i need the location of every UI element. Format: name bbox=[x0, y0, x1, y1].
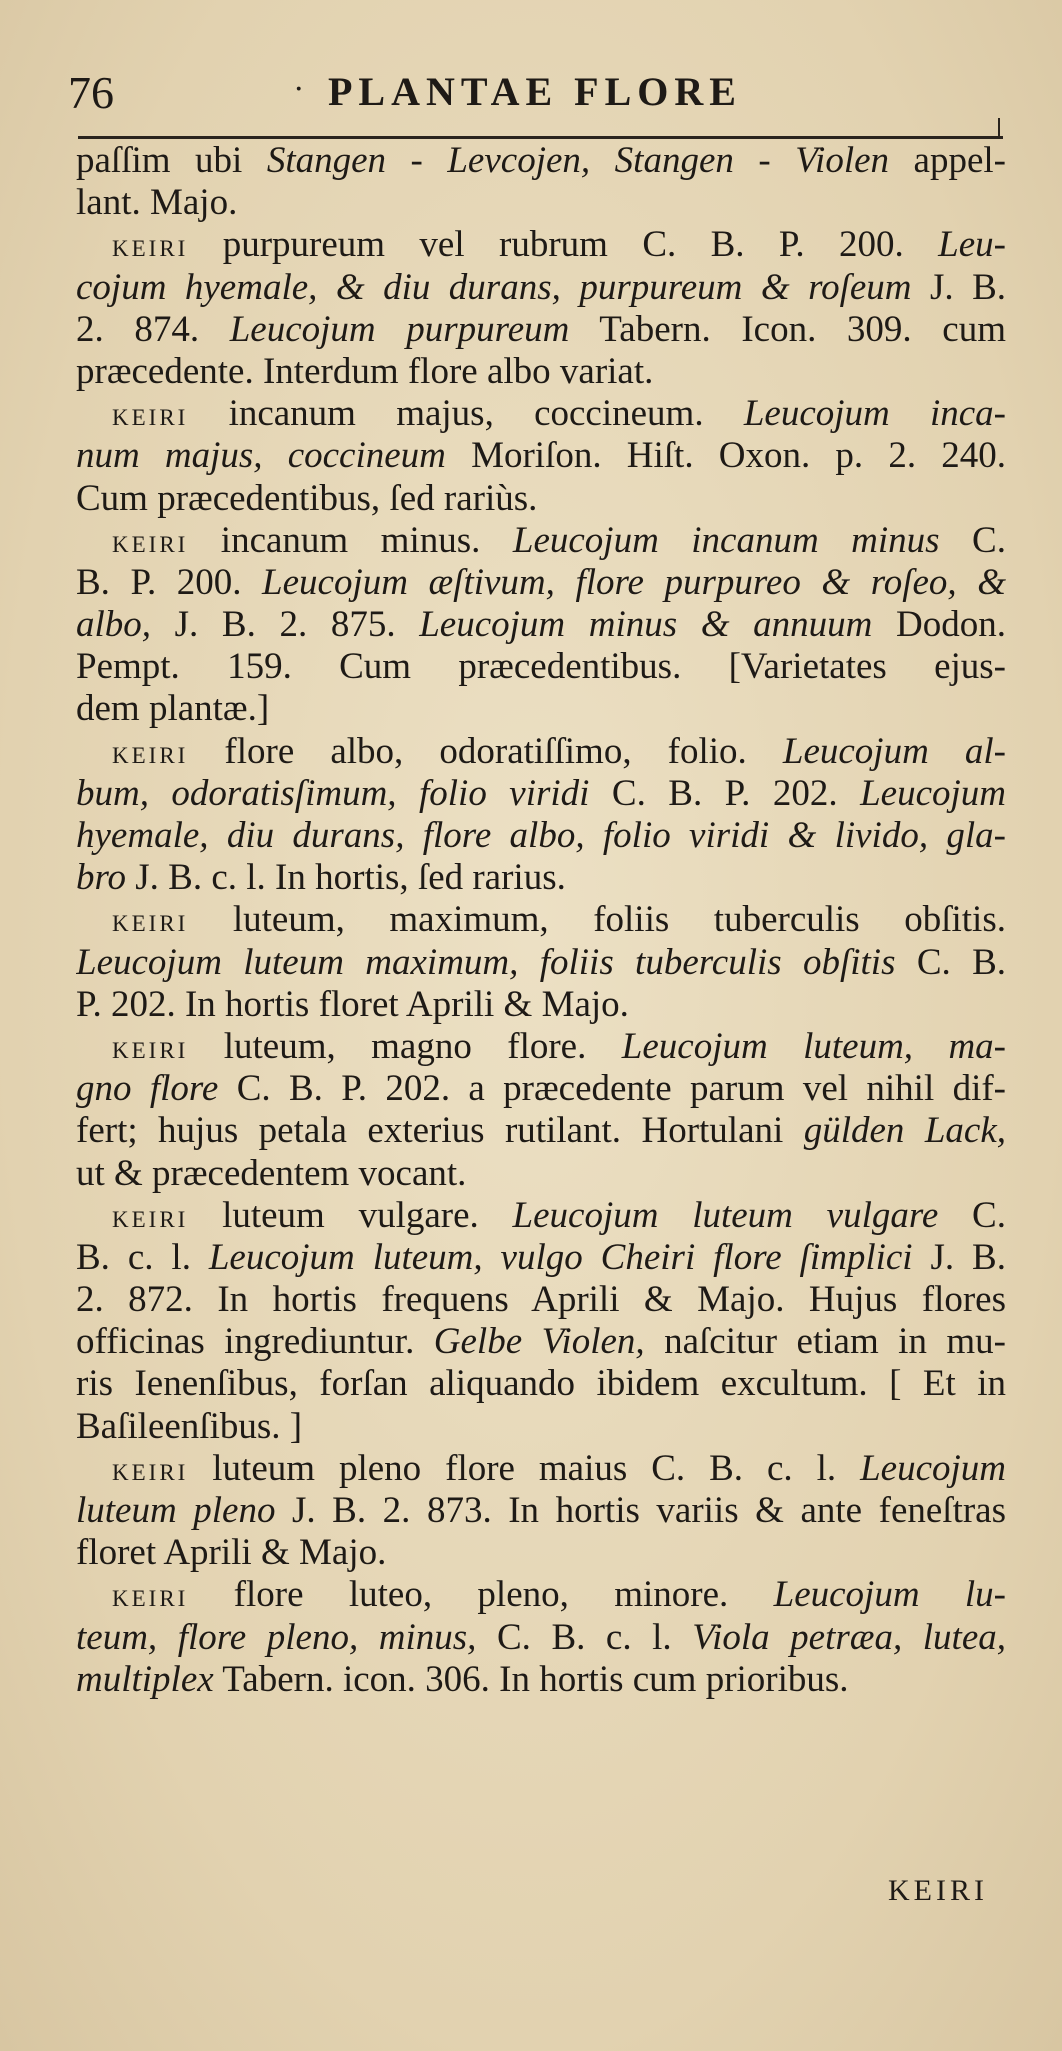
text-segment: Dodon. bbox=[872, 604, 1006, 646]
text-line bbox=[76, 393, 1006, 435]
text-line bbox=[76, 351, 1006, 393]
italic-segment: Leucojum inca- bbox=[743, 393, 1006, 435]
italic-segment: Leucojum incanum minus bbox=[512, 519, 940, 561]
header-rule-tick bbox=[998, 118, 1000, 138]
text-segment: Moriſon. Hiſt. Oxon. p. 2. 240. bbox=[445, 435, 1006, 477]
italic-segment: Stangen - Violen bbox=[614, 140, 890, 181]
text-line bbox=[76, 478, 1006, 520]
text-line bbox=[76, 1617, 1006, 1659]
text-line bbox=[76, 1574, 1006, 1616]
text-line bbox=[76, 140, 1006, 182]
text-segment: Cum præcedentibus, ſed rariùs. bbox=[76, 477, 538, 519]
text-segment: J. B. bbox=[911, 266, 1006, 308]
italic-segment: Leucojum lu- bbox=[773, 1574, 1006, 1616]
italic-segment: luteum pleno bbox=[76, 1490, 276, 1531]
text-segment: incanum majus, coccineum. bbox=[188, 393, 744, 435]
page-number: 76 bbox=[68, 67, 114, 118]
text-segment: ris Ienenſibus, forſan aliquando ibidem excultum. [ Et in bbox=[76, 1363, 1006, 1405]
italic-segment: Stangen - Levcojen, bbox=[266, 140, 591, 181]
text-line bbox=[76, 1279, 1006, 1321]
text-segment: purpureum vel rubrum C. B. P. 200. bbox=[188, 224, 939, 266]
text-line bbox=[76, 815, 1006, 857]
text-line bbox=[76, 309, 1006, 351]
text-segment: luteum pleno flore maius C. B. c. l. bbox=[188, 1447, 861, 1489]
text-segment: flore luteo, pleno, minore. bbox=[188, 1574, 774, 1616]
italic-segment: albo, bbox=[76, 604, 152, 646]
italic-segment: Leucojum bbox=[860, 772, 1006, 814]
text-segment: luteum, magno flore. bbox=[188, 1025, 622, 1067]
italic-segment: Leucojum purpureum bbox=[229, 308, 570, 350]
text-segment: J. B. c. l. In hortis, ſed rarius. bbox=[126, 857, 566, 899]
text-segment: appel- bbox=[889, 140, 1006, 181]
italic-segment: bro bbox=[76, 857, 127, 899]
text-line bbox=[76, 942, 1006, 984]
text-segment: floret Aprili & Majo. bbox=[76, 1532, 387, 1574]
entry-keyword: keiri bbox=[112, 1578, 189, 1615]
header-rule bbox=[78, 136, 1003, 139]
text-line bbox=[76, 646, 1006, 688]
text-line bbox=[76, 1321, 1006, 1363]
text-segment: C. B. bbox=[895, 941, 1006, 983]
text-segment: P. 202. In hortis floret Aprili & Majo. bbox=[76, 983, 629, 1025]
text-segment: B. c. l. bbox=[76, 1236, 209, 1278]
italic-segment: Leucojum al- bbox=[782, 730, 1006, 772]
italic-segment: Leucojum æſtivum, flore purpureo & roſeo, & bbox=[262, 561, 1006, 603]
text-line bbox=[76, 1153, 1006, 1195]
text-segment: naſcitur etiam in mu- bbox=[644, 1321, 1006, 1363]
text-line bbox=[76, 1659, 1006, 1701]
text-line bbox=[76, 1448, 1006, 1490]
entry-keyword: keiri bbox=[112, 1198, 189, 1235]
text-line bbox=[76, 1068, 1006, 1110]
text-line bbox=[76, 899, 1006, 941]
text-segment: C. B. P. 202. bbox=[589, 772, 861, 814]
text-line bbox=[76, 520, 1006, 562]
text-line bbox=[76, 1110, 1006, 1152]
text-line bbox=[76, 182, 1006, 224]
text-segment: luteum vulgare. bbox=[188, 1194, 513, 1236]
italic-segment: bum, odoratisſimum, folio viridi bbox=[76, 772, 590, 814]
text-segment: C. bbox=[939, 519, 1006, 561]
text-line bbox=[76, 1195, 1006, 1237]
text-line bbox=[76, 1532, 1006, 1574]
catchword: KEIRI bbox=[888, 1874, 988, 1907]
italic-segment: gülden Lack, bbox=[803, 1110, 1006, 1152]
italic-segment: Gelbe Violen, bbox=[433, 1321, 645, 1363]
italic-segment: Leucojum luteum, ma- bbox=[621, 1025, 1006, 1067]
entry-keyword: keiri bbox=[112, 1451, 189, 1488]
text-line bbox=[76, 267, 1006, 309]
text-line bbox=[76, 1363, 1006, 1405]
italic-segment: cojum hyemale, & diu durans, purpureum & roſeum bbox=[76, 266, 912, 308]
italic-segment: Viola petræa, lutea, bbox=[692, 1616, 1006, 1658]
header-mark: · bbox=[294, 72, 304, 107]
text-segment: 2. 874. bbox=[76, 308, 230, 350]
italic-segment: multiplex bbox=[76, 1658, 214, 1700]
text-line bbox=[76, 731, 1006, 773]
italic-segment: Leucojum bbox=[860, 1447, 1006, 1489]
text-segment: ut & præcedentem vocant. bbox=[76, 1152, 467, 1194]
text-segment: C. B. c. l. bbox=[476, 1616, 693, 1658]
entry-keyword: keiri bbox=[112, 903, 189, 940]
text-segment: luteum, maximum, foliis tuberculis obſitis. bbox=[188, 899, 1006, 941]
text-segment: J. B. 2. 875. bbox=[151, 604, 420, 646]
text-line bbox=[76, 1490, 1006, 1532]
text-segment bbox=[590, 140, 615, 181]
entry-keyword: keiri bbox=[112, 523, 189, 560]
text-segment: paſſim ubi bbox=[76, 140, 267, 181]
text-line bbox=[76, 688, 1006, 730]
text-segment: officinas ingrediuntur. bbox=[76, 1321, 434, 1363]
running-title: PLANTAE FLORE bbox=[328, 69, 742, 114]
text-segment: incanum minus. bbox=[188, 519, 513, 561]
italic-segment: gno flore bbox=[76, 1068, 219, 1110]
italic-segment: num majus, coccineum bbox=[76, 435, 446, 477]
text-line bbox=[76, 1026, 1006, 1068]
text-line bbox=[76, 1406, 1006, 1448]
entry-keyword: keiri bbox=[112, 734, 189, 771]
text-line bbox=[76, 604, 1006, 646]
body-text bbox=[76, 140, 1006, 1701]
text-segment: lant. Majo. bbox=[76, 182, 238, 224]
text-segment: J. B. 2. 873. In hortis variis & ante feneſtras bbox=[275, 1490, 1006, 1531]
text-segment: fert; hujus petala exterius rutilant. Hortulani bbox=[76, 1110, 804, 1152]
entry-keyword: keiri bbox=[112, 397, 189, 434]
italic-segment: hyemale, diu durans, flore albo, folio viridi & livido, gla- bbox=[76, 815, 1006, 856]
text-segment: C. B. P. 202. a præcedente parum vel nihil dif- bbox=[218, 1068, 1006, 1110]
italic-segment: Leucojum luteum maximum, foliis tuberculis obſitis bbox=[76, 941, 896, 983]
text-segment: B. P. 200. bbox=[76, 561, 263, 603]
text-segment: præcedente. Interdum flore albo variat. bbox=[76, 350, 654, 392]
italic-segment: teum, flore pleno, minus, bbox=[76, 1616, 477, 1658]
text-line bbox=[76, 224, 1006, 266]
entry-keyword: keiri bbox=[112, 1029, 189, 1066]
text-line bbox=[76, 773, 1006, 815]
italic-segment: Leucojum luteum vulgare bbox=[512, 1194, 939, 1236]
text-segment: J. B. bbox=[912, 1236, 1006, 1278]
italic-segment: Leu- bbox=[938, 224, 1006, 266]
text-segment: dem plantæ.] bbox=[76, 688, 270, 730]
text-segment: C. bbox=[938, 1194, 1006, 1236]
text-segment: flore albo, odoratiſſimo, folio. bbox=[188, 730, 783, 772]
italic-segment: Leucojum luteum, vulgo Cheiri flore ſimplici bbox=[208, 1236, 913, 1278]
text-line bbox=[76, 1237, 1006, 1279]
italic-segment: Leucojum minus & annuum bbox=[419, 604, 873, 646]
text-line bbox=[76, 562, 1006, 604]
text-line bbox=[76, 984, 1006, 1026]
text-segment: Baſileenſibus. ] bbox=[76, 1405, 303, 1447]
text-line bbox=[76, 435, 1006, 477]
text-segment: Pempt. 159. Cum præcedentibus. [Varietates ejus- bbox=[76, 646, 1006, 688]
text-line bbox=[76, 857, 1006, 899]
entry-keyword: keiri bbox=[112, 228, 189, 265]
text-segment: 2. 872. In hortis frequens Aprili & Majo. Hujus flores bbox=[76, 1279, 1006, 1321]
page-header bbox=[68, 58, 998, 128]
text-segment: Tabern. icon. 306. In hortis cum prioribus. bbox=[213, 1658, 849, 1700]
text-segment: Tabern. Icon. 309. cum bbox=[569, 308, 1006, 350]
